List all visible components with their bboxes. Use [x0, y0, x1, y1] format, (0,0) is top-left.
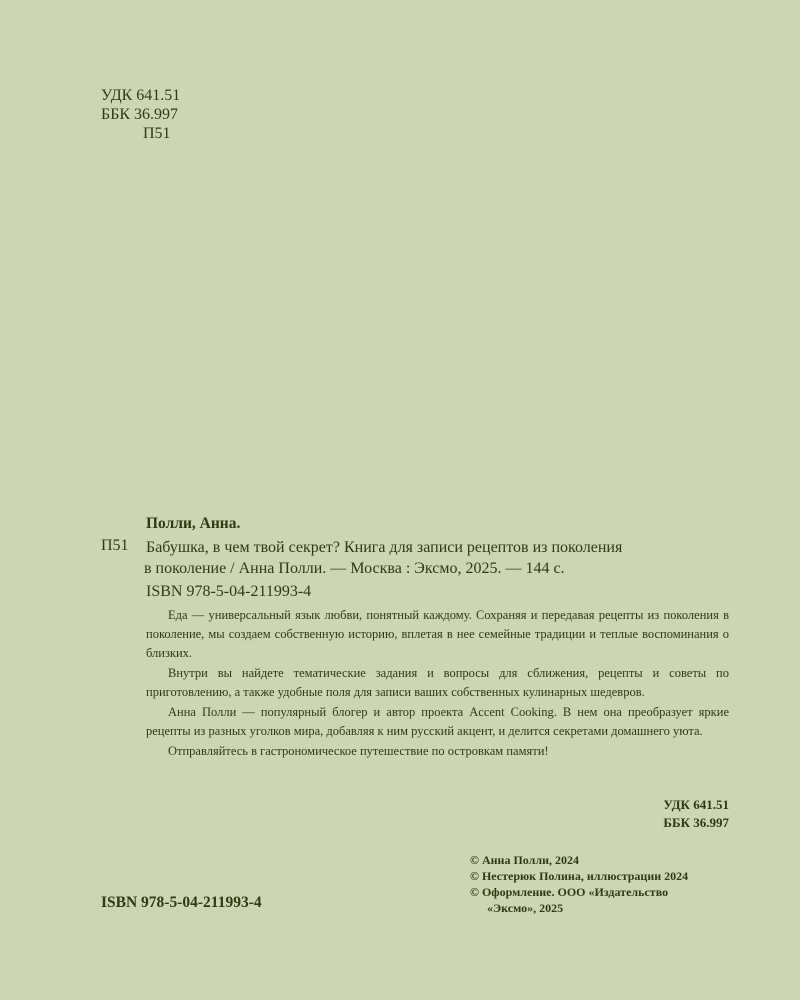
annotation-paragraph: Еда — универсальный язык любви, понятный каждому. Сохраняя и передавая рецепты из поколения в поколение, мы создаем собственную историю, вплетая в нее семейные традиции и теплые воспоминания о близких.: [146, 608, 729, 660]
copyright-block: [470, 852, 688, 916]
copyright-illustrations: © Нестерюк Полина, иллюстрации 2024: [470, 869, 689, 883]
record-title: [146, 537, 729, 579]
classification-bottom: [663, 796, 729, 832]
record-title-line-2: в поколение / Анна Полли. — Москва : Эксмо, 2025. — 144 с.: [144, 560, 565, 577]
classification-top: [101, 86, 180, 143]
annotation-paragraph: Отправляйтесь в гастрономическое путешествие по островкам памяти!: [168, 744, 549, 758]
record-title-line-1: Бабушка, в чем твой секрет? Книга для записи рецептов из поколения: [146, 539, 623, 556]
bbk-code: ББК 36.997: [101, 106, 179, 123]
annotation-paragraph: Внутри вы найдете тематические задания и вопросы для сближения, рецепты и советы по приготовлению, а также удобные поля для записи ваших собственных кулинарных шедевров.: [146, 666, 729, 699]
udk-code-bottom: УДК 641.51: [663, 797, 729, 812]
bbk-code-bottom: ББК 36.997: [663, 815, 729, 830]
copyright-author: © Анна Полли, 2024: [470, 853, 580, 867]
annotation: [146, 606, 729, 761]
record-isbn: ISBN 978-5-04-211993-4: [146, 583, 312, 600]
record-author: Полли, Анна.: [146, 515, 241, 532]
isbn-bottom: ISBN 978-5-04-211993-4: [101, 894, 262, 911]
udk-code: УДК 641.51: [101, 87, 181, 104]
copyright-design: © Оформление. ООО «Издательство: [470, 885, 669, 899]
annotation-paragraph: Анна Полли — популярный блогер и автор проекта Accent Cooking. В нем она преобразует яркие рецепты из разных уголков мира, добавляя к ним русский акцент, и делится секретами домашнего уюта.: [146, 705, 729, 738]
record-code: П51: [101, 537, 129, 554]
copyright-design-cont: «Эксмо», 2025: [487, 901, 564, 915]
author-sign: П51: [143, 125, 171, 142]
